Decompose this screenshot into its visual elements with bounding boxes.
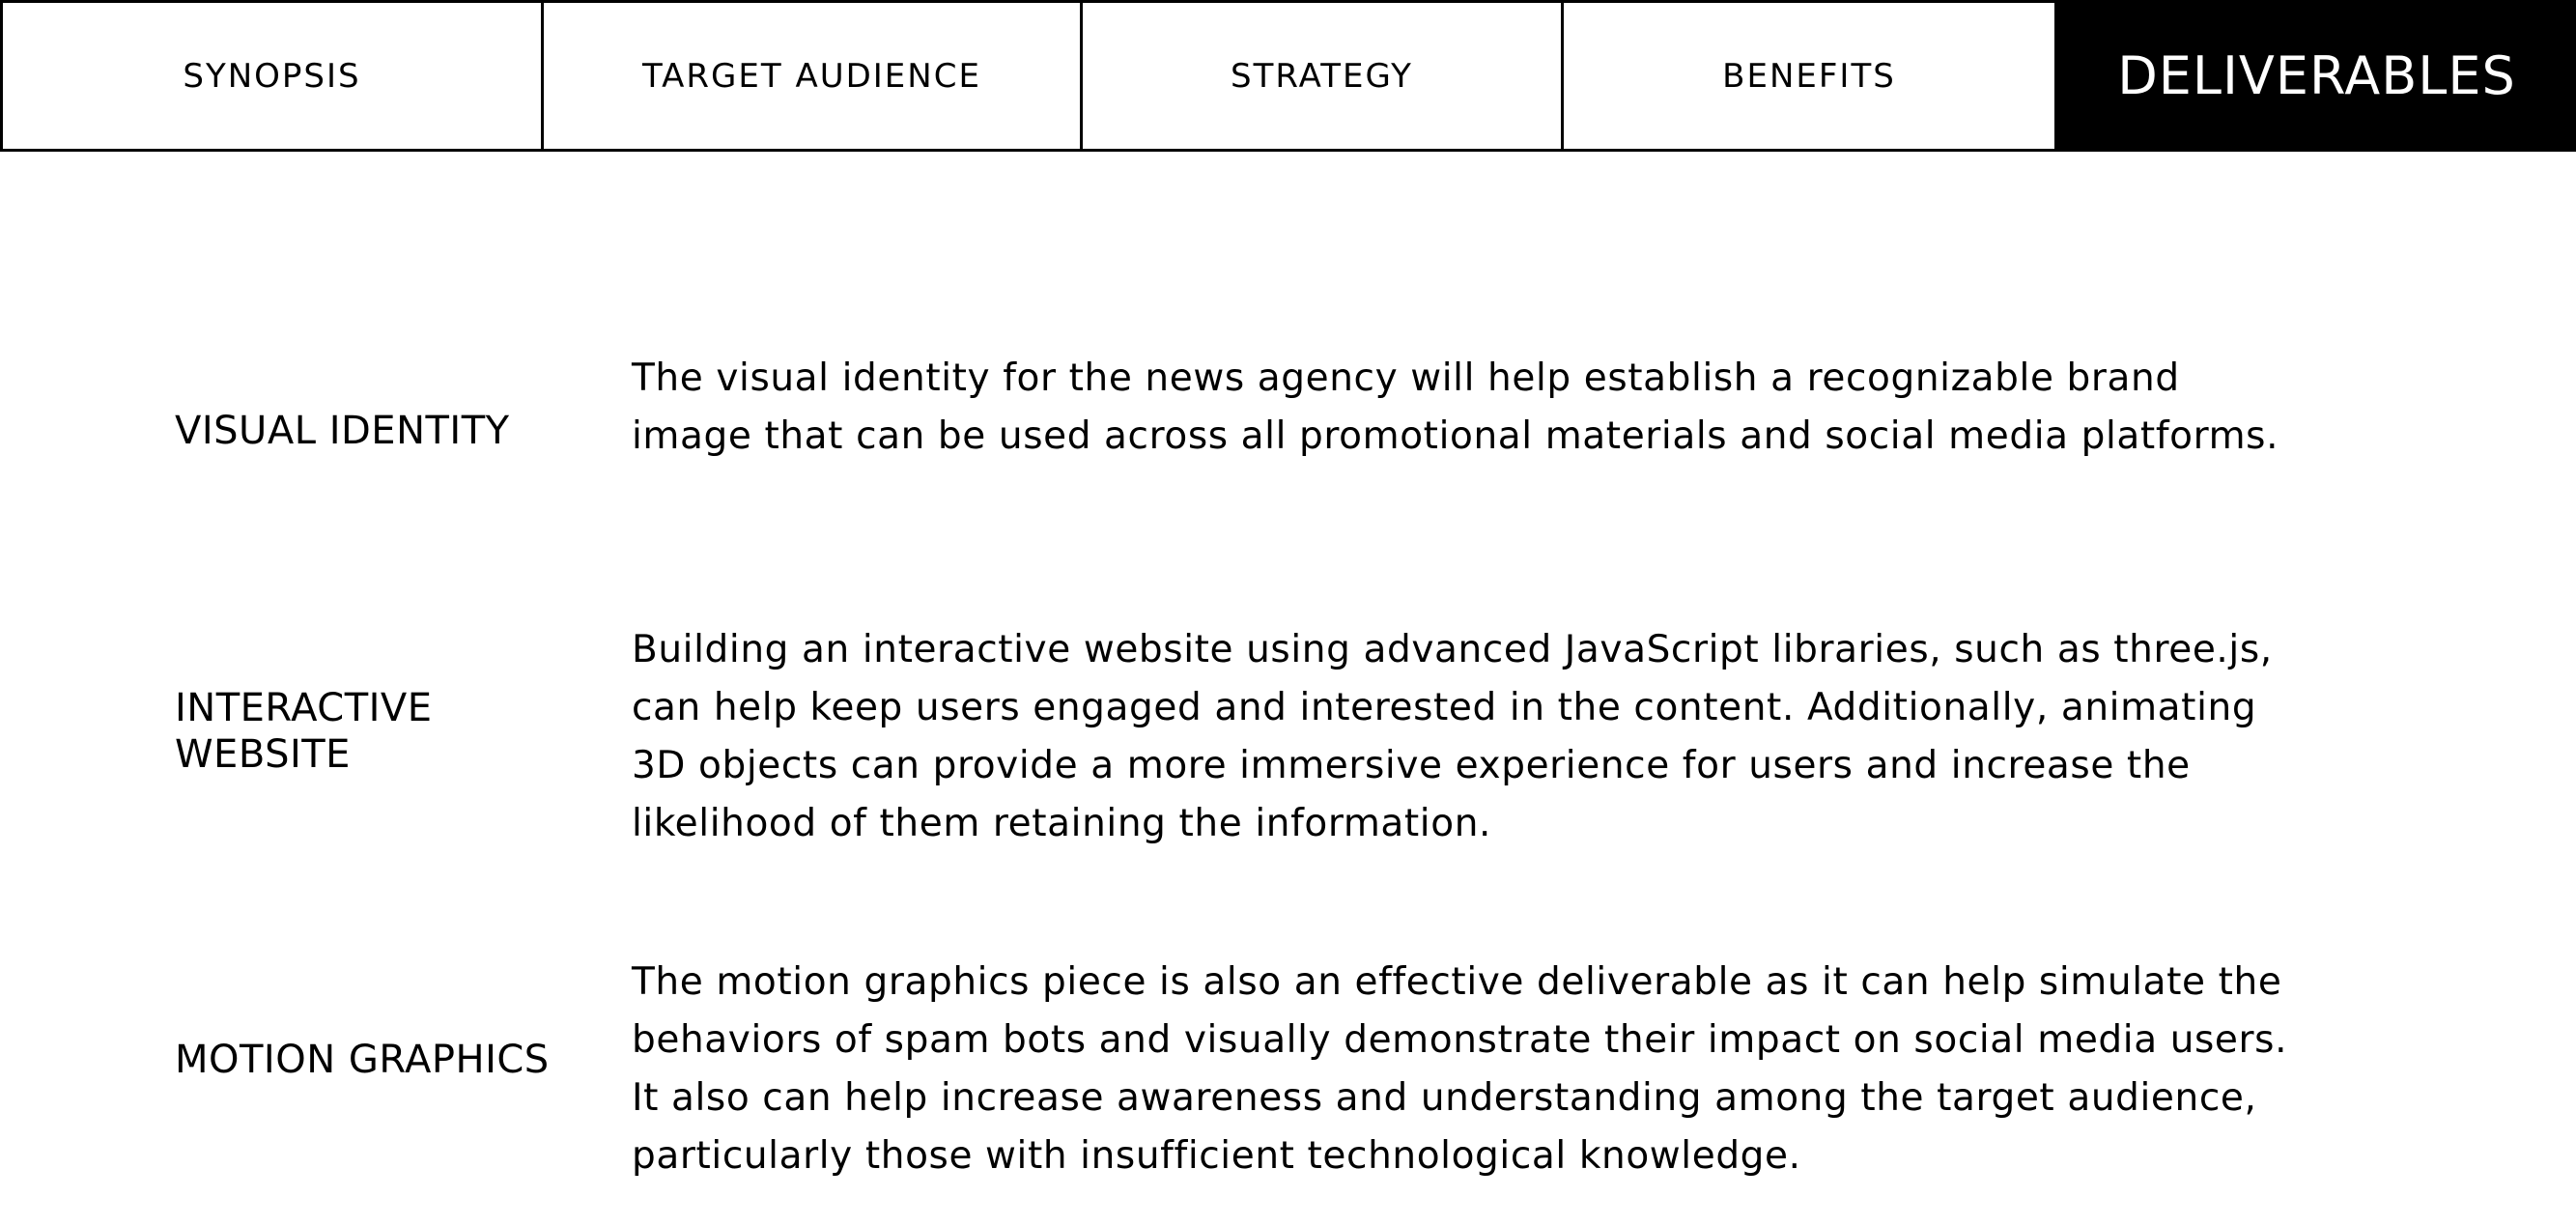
tab-deliverables[interactable] [2054, 0, 2576, 149]
tab-deliverables-label: DELIVERABLES [2117, 45, 2516, 106]
tab-benefits[interactable] [1561, 0, 2054, 149]
tab-target-audience[interactable] [541, 0, 1080, 149]
deliverable-description: The motion graphics piece is also an effective deliverable as it can help simulate the behaviors of spam bots and visually demonstrate their impact on social media users. It also can help increase awareness and understanding among the target audience, particularly those with insufficient technological knowledge. [632, 960, 2288, 1178]
deliverable-description: Building an interactive website using advanced JavaScript libraries, such as three.js, can help keep users engaged and interested in the content. Additionally, animating 3D objects can provide a more immersive experience for users and increase the likelihood of them retaining the information. [632, 628, 2273, 845]
deliverable-title: VISUAL IDENTITY [175, 409, 510, 453]
tab-strategy[interactable] [1080, 0, 1561, 149]
deliverables-content [0, 152, 2576, 1226]
deliverable-title: INTERACTIVE WEBSITE [175, 686, 433, 777]
tab-strategy-label: STRATEGY [1231, 56, 1413, 96]
tab-synopsis[interactable] [0, 0, 541, 149]
deliverable-title: MOTION GRAPHICS [175, 1038, 550, 1082]
tab-target-audience-label: TARGET AUDIENCE [642, 56, 981, 96]
tab-bar [0, 0, 2576, 152]
tab-benefits-label: BENEFITS [1722, 56, 1896, 96]
deliverable-description: The visual identity for the news agency will help establish a recognizable brand image that can be used across all promotional materials and social media platforms. [632, 356, 2279, 458]
tab-synopsis-label: SYNOPSIS [183, 56, 361, 96]
